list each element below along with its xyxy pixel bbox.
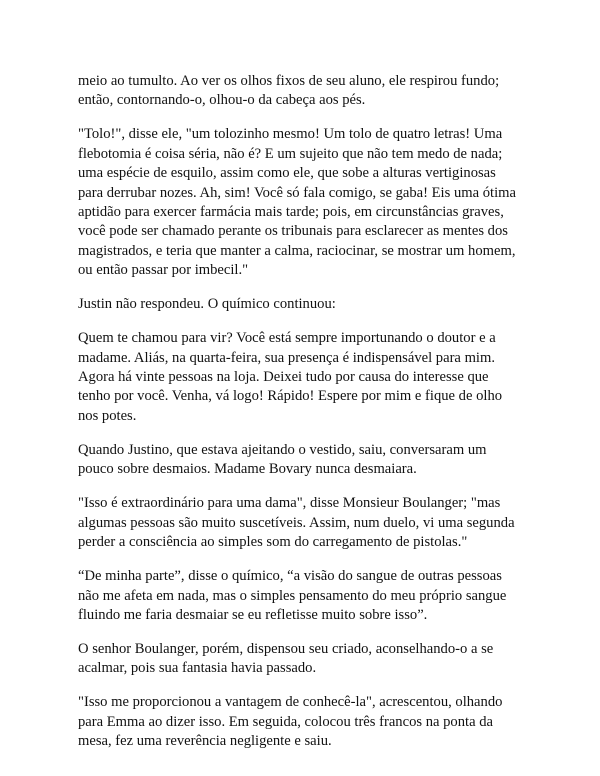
text-line: tenho por você. Venha, vá logo! Rápido! Espere por mim e fique de olho xyxy=(78,388,503,405)
text-line: nos potes. xyxy=(78,407,137,424)
text-line: meio ao tumulto. Ao ver os olhos fixos de seu aluno, ele respirou fundo; xyxy=(78,73,500,89)
text-line: para Emma ao dizer isso. Em seguida, colocou três francos na ponta da xyxy=(78,713,493,730)
text-line: fluindo me faria desmaiar se eu refletisse muito sobre isso”. xyxy=(78,606,428,623)
text-line: magistrados, e teria que manter a calma, raciocinar, se mostrar um homem, xyxy=(78,242,516,259)
text-line: algumas pessoas são muito suscetíveis. Assim, num duelo, vi uma segunda xyxy=(78,514,515,531)
text-line: acalmar, pois sua fantasia havia passado. xyxy=(78,660,317,677)
text-line: ou então passar por imbecil." xyxy=(78,262,249,279)
text-line: Agora há vinte pessoas na loja. Deixei tudo por causa do interesse que xyxy=(78,369,489,386)
text-line: "Isso é extraordinário para uma dama", disse Monsieur Boulanger; "mas xyxy=(78,495,501,512)
paragraph-5 xyxy=(78,441,522,480)
text-line: "Isso me proporcionou a vantagem de conhecê-la", acrescentou, olhando xyxy=(78,694,503,711)
paragraph-1 xyxy=(78,72,522,111)
text-line: madame. Aliás, na quarta-feira, sua presença é indispensável para mim. xyxy=(78,349,495,366)
text-line: flebotomia é coisa séria, não é? E um sujeito que não tem medo de nada; xyxy=(78,145,503,162)
paragraph-4 xyxy=(78,329,522,426)
text-line: aptidão para exercer farmácia mais tarde; pois, em circunstâncias graves, xyxy=(78,204,504,221)
text-line: não me afeta em nada, mas o simples pensamento do meu próprio sangue xyxy=(78,587,507,604)
text-line: "Tolo!", disse ele, "um tolozinho mesmo! Um tolo de quatro letras! Uma xyxy=(78,126,503,143)
text-line: você pode ser chamado perante os tribunais para esclarecer as mentes dos xyxy=(78,223,508,240)
paragraph-9 xyxy=(78,693,522,751)
text-line: O senhor Boulanger, porém, dispensou seu criado, aconselhando-o a se xyxy=(78,640,494,657)
text-line: mesa, fez uma reverência negligente e saiu. xyxy=(78,733,332,750)
text-line: Quando Justino, que estava ajeitando o vestido, saiu, conversaram um xyxy=(78,441,487,458)
text-line: Justin não respondeu. O químico continuou: xyxy=(78,296,336,313)
paragraph-7 xyxy=(78,567,522,625)
text-line: uma espécie de esquilo, assim como ele, que sobe a alturas vertiginosas xyxy=(78,165,496,182)
text-line: perder a consciência ao simples som do carregamento de pistolas." xyxy=(78,534,468,551)
paragraph-2 xyxy=(78,125,522,280)
text-line: Quem te chamou para vir? Você está sempre importunando o doutor e a xyxy=(78,330,496,347)
text-line: “De minha parte”, disse o químico, “a visão do sangue de outras pessoas xyxy=(78,568,502,585)
text-line: para derrubar nozes. Ah, sim! Você só fala comigo, se gaba! Eis uma ótima xyxy=(78,184,516,201)
paragraph-3 xyxy=(78,295,522,314)
text-line: então, contornando-o, olhou-o da cabeça aos pés. xyxy=(78,92,366,109)
paragraph-8 xyxy=(78,640,522,679)
paragraph-6 xyxy=(78,494,522,552)
text-line: pouco sobre desmaios. Madame Bovary nunca desmaiara. xyxy=(78,461,417,478)
